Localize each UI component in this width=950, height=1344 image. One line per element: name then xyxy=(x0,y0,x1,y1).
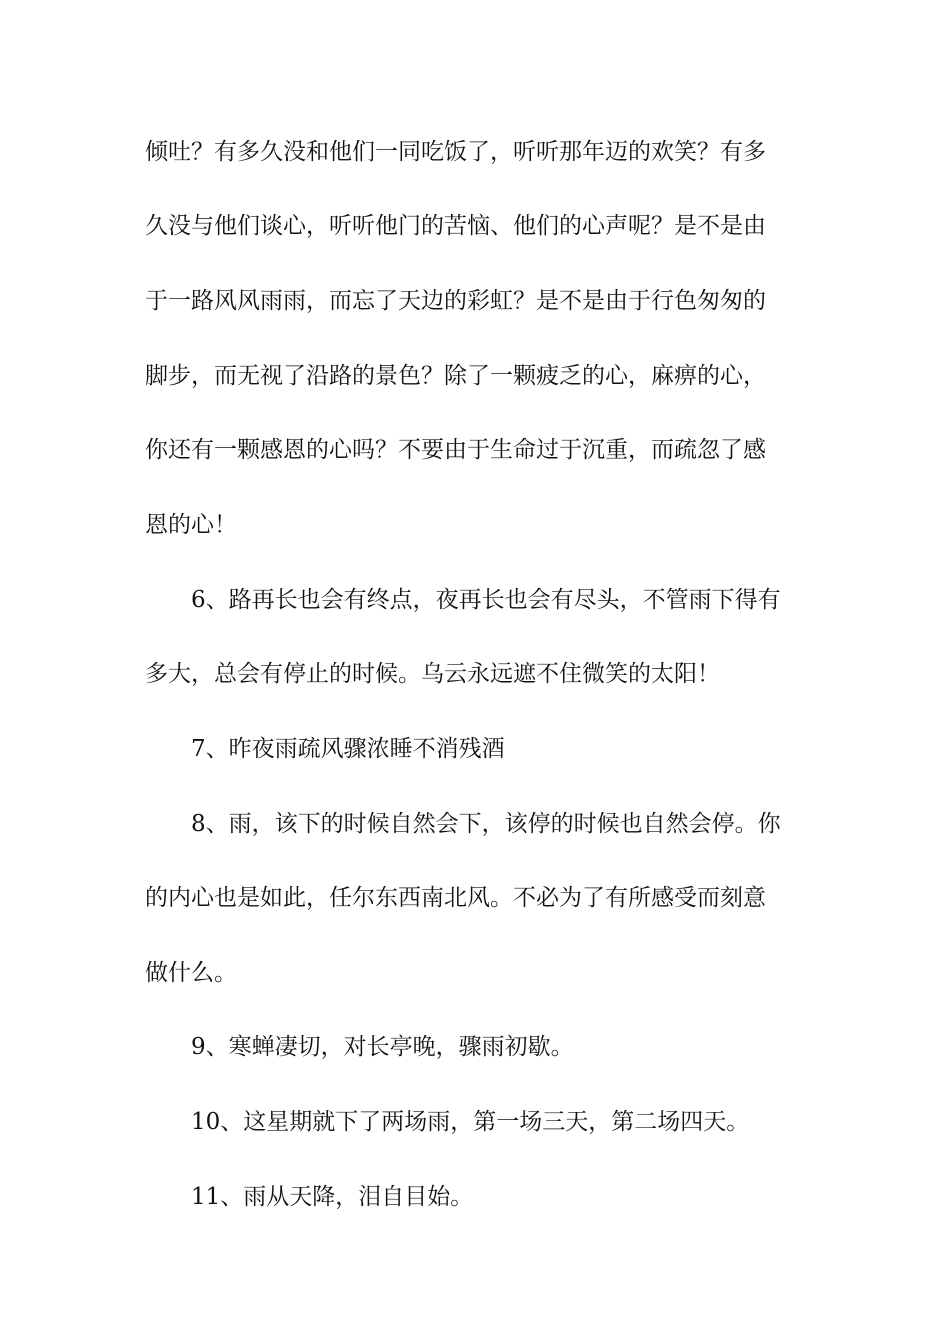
text-line: 多大，总会有停止的时候。乌云永远遮不住微笑的太阳！ xyxy=(145,661,720,687)
text-line: 做什么。 xyxy=(145,960,237,986)
text-line: 久没与他们谈心，听听他门的苦恼、他们的心声呢？是不是由 xyxy=(145,213,766,239)
text-line: 你还有一颗感恩的心吗？不要由于生命过于沉重，而疏忽了感 xyxy=(145,437,766,463)
text-line: 11、雨从天降，泪自目始。 xyxy=(191,1184,474,1210)
text-line: 7、昨夜雨疏风骤浓睡不消残酒 xyxy=(191,736,505,762)
text-line: 6、路再长也会有终点，夜再长也会有尽头，不管雨下得有 xyxy=(191,587,781,613)
text-line: 于一路风风雨雨，而忘了天边的彩虹？是不是由于行色匆匆的 xyxy=(145,288,766,314)
text-line: 脚步，而无视了沿路的景色？除了一颗疲乏的心，麻痹的心， xyxy=(145,363,766,389)
text-line: 9、寒蝉凄切，对长亭晚，骤雨初歇。 xyxy=(191,1034,574,1060)
text-line: 倾吐？有多久没和他们一同吃饭了，听听那年迈的欢笑？有多 xyxy=(145,139,766,165)
text-line: 的内心也是如此，任尔东西南北风。不必为了有所感受而刻意 xyxy=(145,885,766,911)
text-line: 10、这星期就下了两场雨，第一场三天，第二场四天。 xyxy=(191,1109,750,1135)
text-line: 恩的心！ xyxy=(145,512,237,538)
text-line: 8、雨，该下的时候自然会下，该停的时候也自然会停。你 xyxy=(191,811,781,837)
